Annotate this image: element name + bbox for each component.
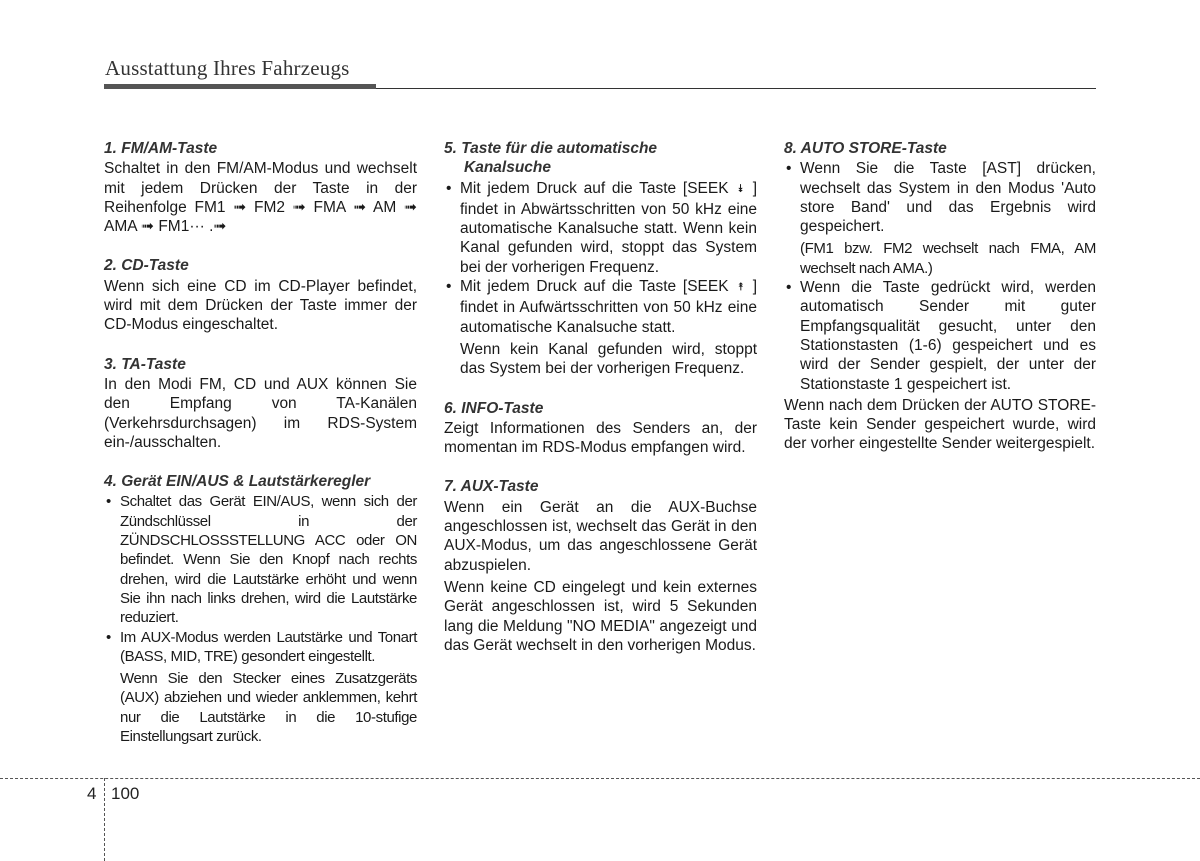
footer-vertical-rule — [104, 778, 105, 861]
list-item: • Im AUX-Modus werden Lautstärke und Tonart (BASS, MID, TRE) gesondert eingestellt. — [104, 628, 417, 667]
header-rule-thin — [376, 88, 1096, 89]
power-volume-continuation: Wenn Sie den Stecker eines Zusatzgeräts (AUX) abziehen und wieder anklemmen, kehrt nur die Lautstärke in die 10-stufige Einstellungsart zurück. — [120, 670, 417, 746]
power-volume-list — [104, 492, 417, 666]
auto-store-note: (FM1 bzw. FM2 wechselt nach FMA, AM wechselt nach AMA.) — [800, 240, 1096, 277]
section-body-aux-2: Wenn keine CD eingelegt und kein externes Gerät angeschlossen ist, wird 5 Sekunden lang die Meldung "NO MEDIA" angezeigt und das Gerät wechselt in den vorherigen Modus. — [444, 578, 757, 654]
section-heading-info: 6. INFO-Taste — [444, 399, 544, 417]
list-item — [444, 277, 757, 337]
list-item: • Wenn die Taste gedrückt wird, werden automatisch Sender mit guter Empfangsqualität gesucht, unter den Stationstasten (1-6) gespeichert und es wird der Sender gespielt, der unter der Stationstaste 1 gespeichert ist. — [784, 278, 1096, 394]
section-heading-aux: 7. AUX-Taste — [444, 478, 539, 496]
seek-up-text: Mit jedem Druck auf die Taste [SEEK — [460, 278, 729, 296]
seek-down-text: Mit jedem Druck auf die Taste [SEEK — [460, 179, 729, 197]
section-body-ta: In den Modi FM, CD und AUX können Sie den Empfang von TA-Kanälen (Verkehrsdurchsagen) im RDS-System ein-/ausschalten. — [104, 375, 417, 451]
page-number: 100 — [111, 784, 140, 803]
auto-seek-list — [444, 179, 757, 337]
header-rule-thick — [104, 84, 376, 89]
auto-store-list — [784, 159, 1096, 394]
seek-down-icon: ⯯ — [737, 182, 744, 195]
section-heading-cd: 2. CD-Taste — [104, 257, 189, 275]
section-body-cd: Wenn sich eine CD im CD-Player befindet, wird mit dem Drücken der Taste immer der CD-Modus eingeschaltet. — [104, 277, 417, 334]
seek-up-icon: ⯭ — [737, 281, 744, 294]
section-body-fm-am: Schaltet in den FM/AM-Modus und wechselt mit jedem Drücken der Taste in der Reihenfolge FM1 ➟ FM2 ➟ FMA ➟ AM ➟ AMA ➟ FM1··· .➟ — [104, 160, 417, 236]
auto-seek-continuation: Wenn kein Kanal gefunden wird, stoppt das System bei der vorherigen Frequenz. — [460, 340, 757, 378]
heading-line: Kanalsuche — [464, 159, 552, 177]
seek-up-text-rest: ] findet in Aufwärtsschritten von 50 kHz eine automatische Kanalsuche statt. — [460, 278, 757, 336]
seek-down-text-rest: ] findet in Abwärtsschritten von 50 kHz eine automatische Kanalsuche statt. Wenn kein Kanal gefunden wird, stoppt das System bei der vorherigen Frequenz. — [460, 179, 757, 276]
section-body-info: Zeigt Informationen des Senders an, der momentan im RDS-Modus empfangen wird. — [444, 419, 757, 457]
auto-store-text: Wenn Sie die Taste [AST] drücken, wechselt das System in den Modus 'Auto store Band' und das Ergebnis wird gespeichert. — [800, 160, 1096, 236]
chapter-number: 4 — [87, 784, 97, 803]
page-header-title: Ausstattung Ihres Fahrzeugs — [105, 56, 350, 80]
section-heading-fm-am: 1. FM/AM-Taste — [104, 140, 218, 157]
heading-line: 5. Taste für die automatische — [444, 140, 658, 157]
footer-dashed-rule — [0, 778, 1200, 779]
list-item — [784, 159, 1096, 278]
section-heading-auto-seek — [444, 139, 757, 178]
column-right — [784, 139, 1096, 454]
section-body-auto-store: Wenn nach dem Drücken der AUTO STORE-Taste kein Sender gespeichert wurde, wird der vorher eingestellte Sender weitergespielt. — [784, 396, 1096, 453]
section-body-aux: Wenn ein Gerät an die AUX-Buchse angeschlossen ist, wechselt das Gerät in den AUX-Modus, um das angeschlossene Gerät abzuspielen. — [444, 498, 757, 574]
column-left — [104, 139, 417, 746]
section-heading-ta: 3. TA-Taste — [104, 355, 186, 373]
list-item: • Schaltet das Gerät EIN/AUS, wenn sich der Zündschlüssel in der ZÜNDSCHLOSSSTELLUNG ACC oder ON befindet. Wenn Sie den Knopf nach rechts drehen, wird die Lautstärke erhöht und wenn Sie ihn nach links drehen, wird die Lautstärke reduziert. — [104, 492, 417, 627]
column-middle — [444, 139, 757, 655]
section-heading-power-volume: 4. Gerät EIN/AUS & Lautstärkeregler — [104, 473, 371, 491]
list-item — [444, 179, 757, 277]
section-heading-auto-store: 8. AUTO STORE-Taste — [784, 140, 947, 157]
